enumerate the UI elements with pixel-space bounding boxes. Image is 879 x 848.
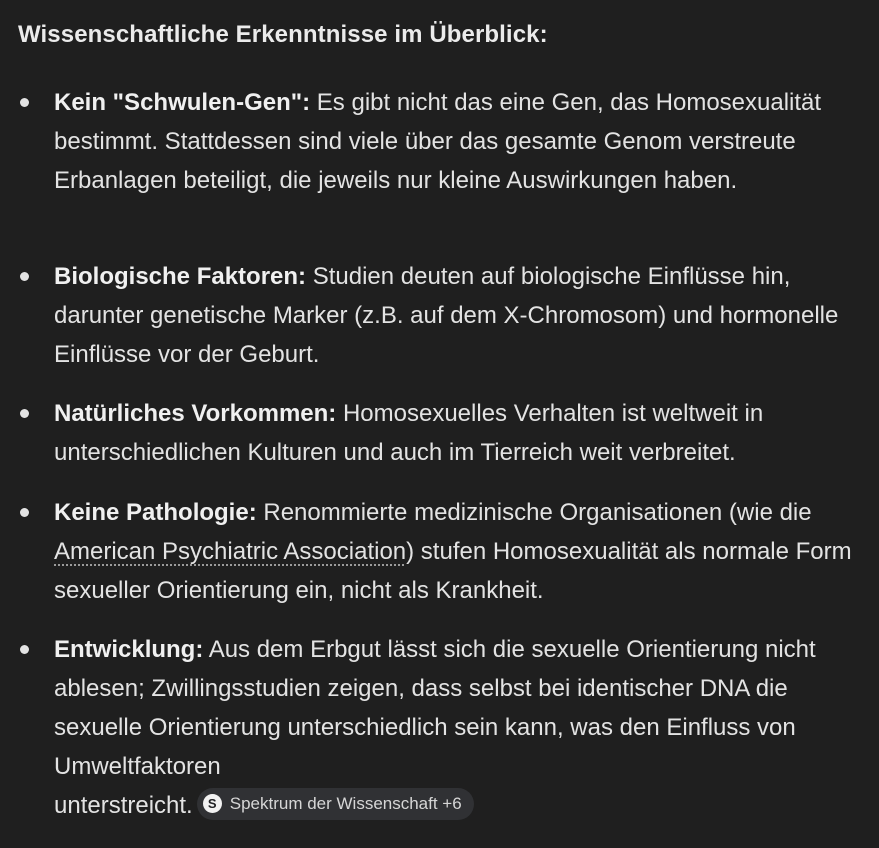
- list-item-text: [54, 630, 869, 825]
- source-chip-label: Spektrum der Wissenschaft +6: [229, 793, 462, 813]
- bullet-dot-icon: [20, 645, 29, 654]
- list-item-body-before: Renommierte medizinische Organisationen (wie die: [256, 499, 812, 526]
- list-item-body: Studien deuten auf biologische Einflüsse hin, darunter genetische Marker (z.B. auf dem X-Chromosom) und hormonelle Einflüsse vor der Geburt.: [54, 263, 839, 368]
- list-item-body: Es gibt nicht das eine Gen, das Homosexualität bestimmt. Stattdessen sind viele über das gesamte Genom verstreute Erbanlagen beteiligt, die jeweils nur kleine Auswirkungen haben.: [54, 89, 822, 194]
- list-item-title: Keine Pathologie:: [54, 499, 257, 526]
- list-item-title: Natürliches Vorkommen:: [54, 400, 337, 427]
- bullet-dot-icon: [20, 508, 29, 517]
- list-item-text: [54, 83, 869, 200]
- apa-link[interactable]: American Psychiatric Association: [54, 538, 407, 565]
- list-item-body-after: ) stufen Homosexualität als normale Form sexueller Orientierung ein, nicht als Krankheit.: [54, 538, 852, 604]
- list-item-text: [54, 257, 869, 374]
- bullet-dot-icon: [20, 98, 29, 107]
- source-favicon-icon: S: [203, 794, 222, 813]
- list-item-title: Kein "Schwulen-Gen":: [54, 89, 311, 116]
- bullet-dot-icon: [20, 409, 29, 418]
- list-item-body: Homosexuelles Verhalten ist weltweit in unterschiedlichen Kulturen und auch im Tierreich weit verbreitet.: [54, 400, 764, 466]
- list-item-text: [54, 493, 869, 610]
- list-item-text: [54, 394, 869, 472]
- source-chip[interactable]: [197, 788, 474, 820]
- list-item-title: Entwicklung:: [54, 636, 204, 663]
- section-heading: Wissenschaftliche Erkenntnisse im Überblick:: [18, 21, 548, 48]
- list-item-body-end: unterstreicht.: [54, 792, 193, 819]
- bullet-dot-icon: [20, 272, 29, 281]
- list-item-title: Biologische Faktoren:: [54, 263, 307, 290]
- list-item-body: Aus dem Erbgut lässt sich die sexuelle Orientierung nicht ablesen; Zwillingsstudien zeigen, dass selbst bei identischer DNA die sexuelle Orientierung unterschiedlich sein kann, was den Einfluss von Umweltfaktoren: [54, 636, 816, 780]
